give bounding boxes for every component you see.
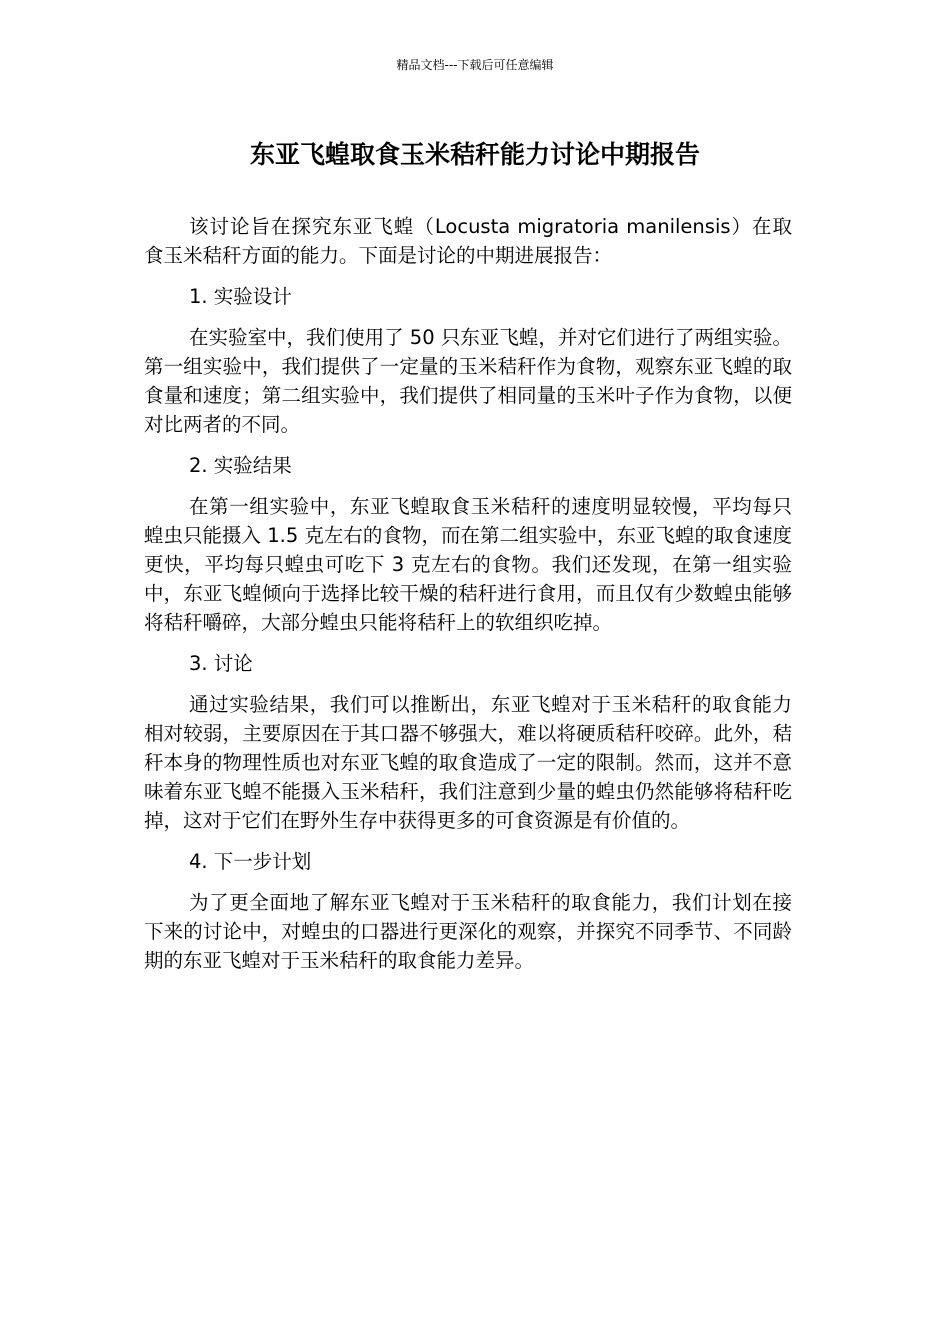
section-paragraph-design: 在实验室中，我们使用了 50 只东亚飞蝗，并对它们进行了两组实验。第一组实验中，我们提供了一定量的玉米秸秆作为食物，观察东亚飞蝗的取食量和速度；第二组实验中，我们提供了相同量的玉米叶子作为食物，以便对比两者的不同。	[144, 326, 792, 436]
section-paragraph-discussion: 通过实验结果，我们可以推断出，东亚飞蝗对于玉米秸秆的取食能力相对较弱，主要原因在于其口器不够强大，难以将硬质秸秆咬碎。此外，秸秆本身的物理性质也对东亚飞蝗的取食造成了一定的限制。然而，这并不意味着东亚飞蝗不能摄入玉米秸秆，我们注意到少量的蝗虫仍然能够将秸秆吃掉，这对于它们在野外生存中获得更多的可食资源是有价值的。	[144, 693, 792, 832]
section-paragraph-results: 在第一组实验中，东亚飞蝗取食玉米秸秆的速度明显较慢，平均每只蝗虫只能摄入 1.5 克左右的食物，而在第二组实验中，东亚飞蝗的取食速度更快，平均每只蝗虫可吃下 3 克左右的食物。我们还发现，在第一组实验中，东亚飞蝗倾向于选择比较干燥的秸秆进行食用，而且仅有少数蝗虫能够将秸秆嚼碎，大部分蝗虫只能将秸秆上的软组织吃掉。	[144, 495, 792, 634]
section-heading-design: 1. 实验设计	[189, 285, 292, 308]
document-title: 东亚飞蝗取食玉米秸秆能力讨论中期报告	[249, 140, 700, 169]
document-body	[144, 212, 792, 987]
page-header-watermark: 精品文档---下载后可任意编辑	[396, 58, 554, 72]
section-heading-results: 2. 实验结果	[189, 454, 292, 477]
intro-paragraph: 该讨论旨在探究东亚飞蝗（Locusta migratoria manilensis）在取食玉米秸秆方面的能力。下面是讨论的中期进展报告：	[144, 215, 792, 267]
section-paragraph-next-steps: 为了更全面地了解东亚飞蝗对于玉米秸秆的取食能力，我们计划在接下来的讨论中，对蝗虫的口器进行更深化的观察，并探究不同季节、不同龄期的东亚飞蝗对于玉米秸秆的取食能力差异。	[144, 891, 792, 972]
section-heading-discussion: 3. 讨论	[189, 652, 253, 675]
section-heading-next-steps: 4. 下一步计划	[189, 850, 312, 873]
